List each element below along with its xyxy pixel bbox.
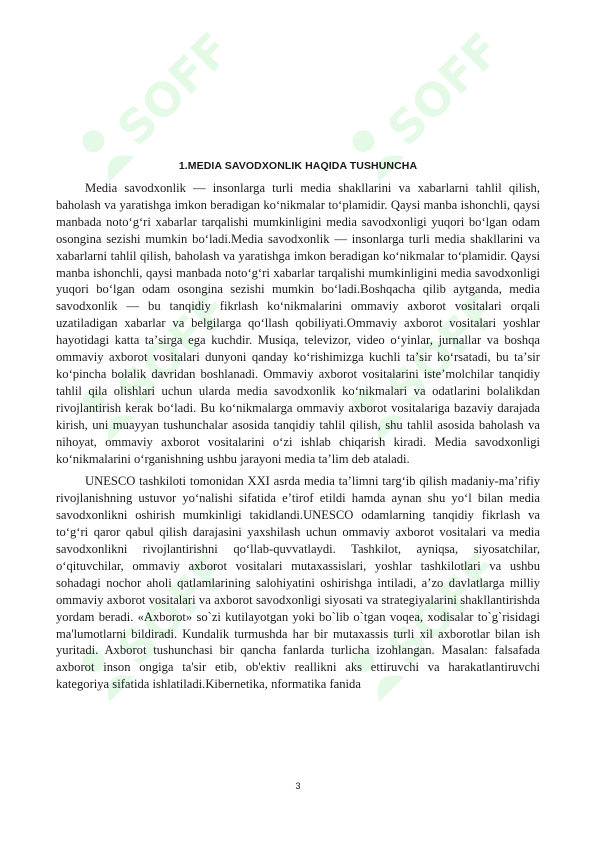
watermark-text: SOFF [376, 22, 511, 156]
page-number: 3 [295, 781, 301, 791]
watermark-text: SOFF [376, 542, 511, 676]
watermark-text: SOFF [106, 282, 241, 416]
watermark-text: SOFF [106, 542, 241, 676]
section-heading: 1.MEDIA SAVODXONLIK HAQIDA TUSHUNCHA [178, 160, 418, 172]
paragraph-1: Media savodxonlik — insonlarga turli media shakllarini va xabarlarni tahlil qilish, baholash va yaratishga imkon beradigan koʻnikmalar toʻplamidir. Qaysi manba ishonchli, qaysi manbada notoʻgʻri xabarlar tarqalishi mumkinligini media savodxonligi yuqori boʻlgan odam osongina sezishi mumkin boʻladi.Media savodxonlik — insonlarga turli media shakllarini va xabarlarni tahlil qilish, baholash va yaratishga imkon beradigan koʻnikmalar toʻplamidir. Qaysi manba ishonchli, qaysi manbada notoʻgʻri xabarlar tarqalishi mumkinligini media savodxonligi yuqori boʻlgan odam osongina sezishi mumkin boʻladi.Boshqacha qilib aytganda, media savodxonlik — bu tanqidiy fikrlash koʻnikmalarini ommaviy axborot vositalari orqali uzatiladigan xabarlar va belgilarga qoʻllash qobiliyati.Ommaviy axborot vositalari yoshlar hayotidagi katta taʼsirga ega kuchdir. Musiqa, televizor, video oʻyinlar, jurnallar va boshqa ommaviy axborot vositalari dunyoni qanday koʻrishimizga kuchli taʼsir koʻrsatadi, bu taʼsir koʻpincha bolalik davridan boshlanadi. Ommaviy axborot vositalarini isteʼmolchilar tanqidiy tahlil qila olishlari uchun ularda media savodxonlik koʻnikmalari va odatlarini bolalikdan rivojlantirish kerak boʻladi. Bu koʻnikmalarga ommaviy axborot vositalariga bazaviy darajada kirish, uni muayyan tushunchalar asosida tanqidiy tahlil qilish, shu tahlil asosida baholash va nihoyat, ommaviy axborot vositalarini oʻzi ishlab chiqarish kiradi. Media savodxonligi koʻnikmalarini oʻrganishning ushbu jarayoni media taʼlim deb ataladi. [56, 181, 540, 466]
paragraph-2: UNESCO tashkiloti tomonidan XXI asrda media taʼlimni targʻib qilish madaniy-maʼrifiy rivojlanishning ustuvor yoʻnalishi sifatida eʼtirof etildi hamda aynan shu yoʻl bilan media savodxonlikni oshirish mumkinligi takidlandi.UNESCO odamlarning tanqidiy fikrlash va toʻgʻri qaror qabul qilish darajasini yaxshilash uchun ommaviy axborot vositalari va media savodxonlikni rivojlantirishni qoʻllab-quvvatlaydi. Tashkilot, ayniqsa, siyosatchilar, oʻqituvchilar, ommaviy axborot vositalari mutaxassislari, yoshlar tashkilotlari va ushbu sohadagi nochor aholi qatlamlarining salohiyatini oshirishga intiladi, aʼzo davlatlarga milliy ommaviy axborot vositalari va axborot savodxonligi siyosati va strategiyalarini shakllantirishda yordam beradi. «Axborot» so`zi kutilayotgan yoki bo`lib o`tgan voqea, xodisalar to`g`risidagi ma'lumotlarni bildiradi. Kundalik turmushda har bir mutaxassis turli xil axborotlar bilan ish yuritadi. Axborot tushunchasi bir qancha fanlarda turlicha izohlangan. Masalan: falsafada axborot inson ongiga ta'sir etib, ob'ektiv reallikni aks ettiruvchi va harakatlantiruvchi kategoriya sifatida ishlatiladi.Kibernetika, nformatika fanida [56, 474, 540, 692]
watermark-text: SOFF [376, 282, 511, 416]
document-page [56, 160, 540, 699]
watermark-text: SOFF [106, 22, 241, 156]
